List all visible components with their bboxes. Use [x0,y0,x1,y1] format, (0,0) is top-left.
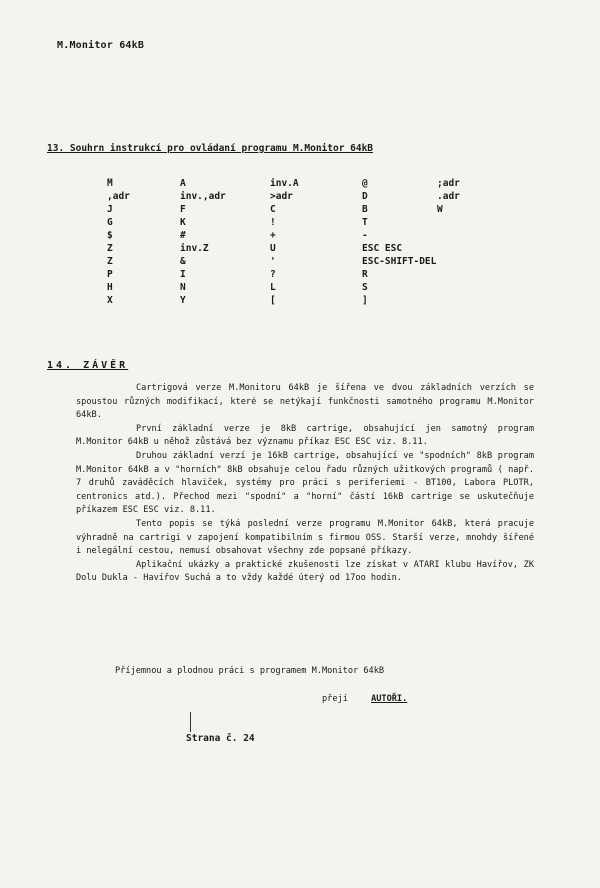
margin-mark [190,712,191,732]
signature-line [322,694,407,704]
tick-mark: _ [107,170,113,180]
instruction-cell: ? [270,269,276,280]
document-header: M.Monitor 64kB [57,40,145,51]
instruction-cell: Y [180,295,186,306]
paragraph: Cartrigová verze M.Monitoru 64kB je šířena ve dvou základních verzích se spoustou různých modifikací, které se netýkají funkčnosti samotného programu M.Monitor 64kB. [76,383,534,421]
instruction-cell: Z [107,256,113,267]
authors-text: AUTOŘI. [371,694,408,704]
instruction-cell: # [180,230,186,241]
page-number: Strana č. 24 [186,733,255,744]
paragraph: Tento popis se týká poslední verze programu M.Monitor 64kB, která pracuje výhradně na cartrigi v zapojení kompatibilním s firmou OSS. Starší verze, mnohdy šířené i nelegální cestou, nemusí obsahovat všechny zde popsané příkazy. [76,518,534,557]
section-13-title: 13. Souhrn instrukcí pro ovládaní programu M.Monitor 64kB [47,143,374,154]
instruction-cell: R [362,269,368,280]
instruction-cell: M [107,178,113,189]
instruction-cell: B [362,204,368,215]
instruction-cell: [ [270,295,276,306]
instruction-cell: >adr [270,191,293,202]
instruction-cell: J [107,204,113,215]
instruction-cell: inv.A [270,178,299,189]
instruction-cell: inv.Z [180,243,209,254]
instruction-cell: X [107,295,113,306]
paragraph: Aplikační ukázky a praktické zkušenosti lze získat v ATARI klubu Havířov, ZK Dolu Dukla - Havířov Suchá a to vždy každé úterý od 17oo hodin. [76,559,534,584]
closing-line: Příjemnou a plodnou práci s programem M.Monitor 64kB [115,666,385,676]
instruction-cell: G [107,217,113,228]
instruction-cell: @ [362,178,368,189]
instruction-cell: inv.,adr [180,191,226,202]
instruction-cell: A [180,178,186,189]
instruction-cell: T [362,217,368,228]
instruction-cell: ' [270,256,276,267]
instruction-cell: U [270,243,276,254]
instruction-cell: + [270,230,276,241]
instruction-cell: F [180,204,186,215]
instruction-cell: D [362,191,368,202]
instruction-cell: N [180,282,186,293]
instruction-cell: W [437,204,443,215]
instruction-cell: Z [107,243,113,254]
conclusion-body [76,382,534,586]
instruction-cell: L [270,282,276,293]
instruction-cell: C [270,204,276,215]
paragraph: První základní verze je 8kB cartrige, obsahující jen samotný program M.Monitor 64kB u něhož zůstává bez významu příkaz ESC ESC viz. 8.11. [76,423,534,448]
instruction-cell: - [362,230,368,241]
paragraph: Druhou základní verzí je 16kB cartrige, obsahující ve "spodních" 8kB program M.Monitor 64kB a v "horních" 8kB obsahuje celou řadu různých užitkových programů ( např. 7 druhů zaváděcích hlaviček, systémy pro práci s periferiemi - BT100, Labora PLOTR, centronics atd.). Přechod mezi "spodní" a "horní" částí 16kB cartrige se uskutečňuje příkazem ESC ESC viz. 8.11. [76,450,534,516]
instruction-cell: K [180,217,186,228]
instruction-cell: S [362,282,368,293]
instruction-cell: I [180,269,186,280]
instruction-cell: ] [362,295,368,306]
instruction-cell: H [107,282,113,293]
instruction-cell: ! [270,217,276,228]
instruction-cell: ;adr [437,178,460,189]
instruction-cell: ESC ESC [362,243,403,254]
instruction-cell: ,adr [107,191,130,202]
instruction-cell: & [180,256,186,267]
instruction-cell: P [107,269,113,280]
instruction-cell: $ [107,230,113,241]
instruction-cell: .adr [437,191,460,202]
instruction-cell: ESC-SHIFT-DEL [362,256,437,267]
section-14-title: 14. ZÁVĚR [47,360,129,371]
wishes-text: přejí [322,694,348,704]
